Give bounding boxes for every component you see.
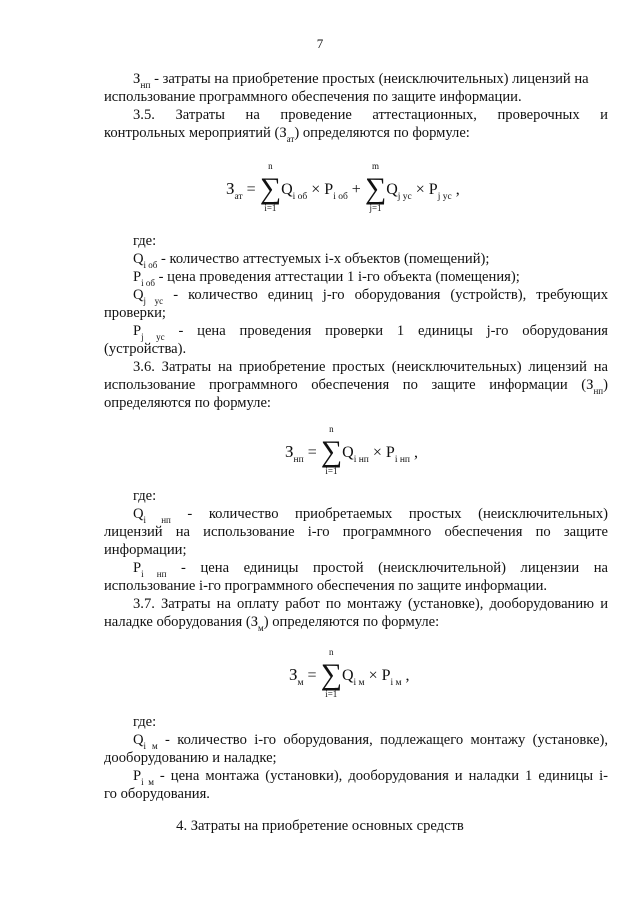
term-sub: i нп	[394, 455, 410, 465]
term: P	[428, 181, 438, 198]
symbol: Q	[133, 506, 144, 522]
times-sign: ×	[415, 181, 425, 198]
subscript: нп	[140, 81, 151, 91]
symbol: Q	[133, 732, 144, 748]
term-sub: i м	[353, 678, 365, 688]
symbol-z: З	[133, 71, 141, 87]
line-text: - цена единицы простой (неисключительной) лицензии на	[181, 560, 609, 576]
symbol: P	[133, 768, 142, 784]
formula-attestation	[226, 161, 460, 213]
text-line: информации;	[104, 542, 187, 558]
sum-upper: n	[329, 647, 334, 657]
line-text: - цена монтажа (установки), дооборудования и наладки 1 единицы i-	[159, 768, 608, 784]
line-text: - затраты на приобретение простых (неисключительных) лицензий на	[154, 71, 589, 87]
term: Q	[281, 181, 293, 198]
text-line: определяются по формуле:	[104, 395, 271, 411]
sum-upper: n	[329, 424, 334, 434]
subscript: i об	[143, 260, 158, 270]
text-line	[104, 613, 439, 637]
times-sign: ×	[372, 444, 382, 461]
sigma-glyph: ∑	[320, 435, 343, 468]
text-line	[104, 124, 470, 148]
term: Q	[386, 181, 398, 198]
term-sub: j ус	[397, 192, 412, 202]
subscript: j ус	[141, 332, 165, 342]
comma: ,	[405, 667, 410, 684]
text-line: лицензий на использование i-го программного обеспечения по защите	[104, 524, 608, 540]
term: P	[381, 667, 391, 684]
text-line: 3.5. Затраты на проведение аттестационных, проверочных и	[133, 107, 608, 123]
text-line: 3.6. Затраты на приобретение простых (неисключительных) лицензий на	[133, 359, 608, 375]
equals-sign: =	[307, 444, 317, 461]
sum-lower: i=1	[325, 689, 338, 699]
sum-lower: i=1	[264, 203, 277, 213]
sum-upper: n	[268, 161, 273, 171]
line-text: - количество аттестуемых i-х объектов (помещений);	[161, 251, 490, 267]
times-sign: ×	[311, 181, 321, 198]
term-sub: i м	[390, 678, 402, 688]
plus-sign: +	[351, 181, 361, 198]
symbol: Q	[133, 287, 144, 303]
text-line: (устройства).	[104, 341, 187, 357]
sigma-icon	[364, 161, 387, 213]
definition-line	[133, 286, 608, 310]
term-sub: i об	[333, 192, 348, 202]
subscript: ат	[286, 134, 295, 144]
formula-installation	[289, 647, 410, 699]
equals-sign: =	[246, 181, 256, 198]
sum-lower: j=1	[369, 203, 382, 213]
line-text: - количество приобретаемых простых (неисключительных)	[187, 506, 608, 522]
term-sub: i об	[292, 192, 308, 202]
term-sub: j ус	[437, 192, 452, 202]
formula-licenses	[285, 424, 418, 476]
subscript: j ус	[143, 296, 164, 306]
text-line: 3.7. Затраты на оплату работ по монтажу (установке), дооборудованию и	[133, 596, 608, 612]
subscript: i нп	[143, 515, 171, 525]
term-sub: i нп	[353, 455, 369, 465]
sum-lower: i=1	[325, 466, 338, 476]
where-label: где:	[133, 488, 157, 504]
line-text: - количество i-го оборудования, подлежащего монтажу (установке),	[165, 732, 608, 748]
formula-lhs: З	[226, 179, 235, 198]
symbol: P	[133, 560, 142, 576]
equals-sign: =	[307, 667, 317, 684]
times-sign: ×	[368, 667, 378, 684]
line-text: ) определяются по формуле:	[294, 125, 470, 141]
symbol: P	[133, 323, 142, 339]
sigma-glyph: ∑	[364, 172, 387, 205]
formula-lhs: З	[289, 665, 298, 684]
subscript: i об	[141, 278, 155, 288]
subscript: i м	[141, 777, 154, 787]
sigma-icon	[259, 161, 282, 213]
line-text: ) определяются по формуле:	[263, 614, 440, 630]
definition-line	[133, 322, 608, 346]
subscript: i м	[143, 741, 158, 751]
sum-upper: m	[372, 161, 380, 171]
term: Q	[341, 667, 354, 684]
sigma-glyph: ∑	[259, 172, 282, 205]
text-line: использование программного обеспечения по защите информации.	[104, 89, 522, 105]
sigma-icon	[320, 424, 343, 476]
text-line: го оборудования.	[104, 786, 210, 802]
subscript: м	[258, 623, 264, 633]
formula-lhs-sub: нп	[293, 455, 304, 465]
subscript: нп	[593, 386, 604, 396]
line-text: - количество единиц j-го оборудования (устройств), требующих	[173, 287, 608, 303]
term: P	[385, 444, 395, 461]
line-text: контрольных мероприятий (З	[104, 125, 287, 141]
comma: ,	[414, 444, 418, 461]
term: Q	[342, 444, 354, 461]
where-label: где:	[133, 714, 157, 730]
formula-lhs-sub: м	[297, 678, 304, 688]
symbol: P	[133, 269, 142, 285]
page-number: 7	[316, 36, 324, 51]
text-line: использование i-го программного обеспечения по защите информации.	[104, 578, 548, 594]
formula-lhs: З	[285, 442, 294, 461]
text-line: проверки;	[104, 305, 166, 321]
where-label: где:	[133, 233, 157, 249]
line-text: - цена проведения проверки 1 единицы j-го оборудования	[178, 323, 609, 339]
line-text: использование программного обеспечения по защите информации (З	[104, 377, 594, 393]
comma: ,	[455, 181, 460, 198]
line-text: - цена проведения аттестации 1 i-го объекта (помещения);	[158, 269, 520, 285]
symbol: Q	[133, 251, 144, 267]
line-text: )	[603, 377, 608, 393]
term: P	[324, 181, 334, 198]
text-line: дооборудованию и наладке;	[104, 750, 277, 766]
formula-lhs-sub: ат	[234, 192, 243, 202]
sigma-glyph: ∑	[320, 658, 342, 691]
section-heading: 4. Затраты на приобретение основных средств	[176, 818, 464, 834]
line-text: наладке оборудования (З	[104, 614, 259, 630]
sigma-icon	[320, 647, 342, 699]
subscript: i нп	[141, 569, 167, 579]
